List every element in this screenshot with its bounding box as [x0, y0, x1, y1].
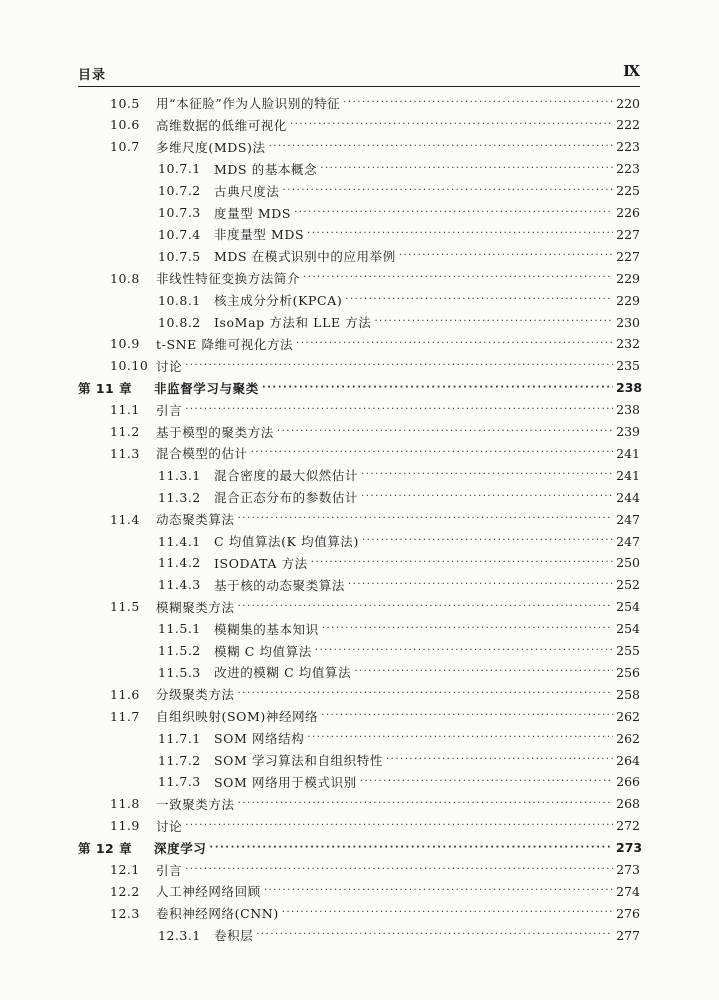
- toc-entry-number: 11.5.1: [158, 621, 201, 637]
- toc-entry-page: 255: [616, 643, 640, 658]
- running-header: [78, 62, 640, 84]
- toc-entry-page: 223: [616, 139, 640, 155]
- toc-entry-title: t-SNE 降维可视化方法: [156, 336, 294, 352]
- dot-leader: [238, 597, 613, 617]
- toc-entry-number: 10.9: [110, 336, 140, 352]
- toc-entry-title: 混合正态分布的参数估计: [214, 490, 359, 506]
- toc-entry-title: 动态聚类算法: [156, 512, 235, 528]
- toc-entry-title: 模糊聚类方法: [156, 599, 235, 615]
- toc-entry-page: 230: [616, 314, 640, 330]
- toc-entry-page: 235: [616, 358, 640, 374]
- toc-entry[interactable]: [110, 356, 640, 376]
- dot-leader: [307, 728, 613, 748]
- toc-entry-title: 模糊 C 均值算法: [214, 643, 312, 659]
- toc-entry[interactable]: [110, 816, 640, 836]
- dot-leader: [277, 422, 613, 442]
- dot-leader: [251, 443, 613, 463]
- dot-leader: [322, 619, 613, 639]
- toc-entry[interactable]: [158, 728, 640, 748]
- toc-entry-title: 改进的模糊 C 均值算法: [214, 665, 352, 681]
- toc-entry-title: 讨论: [156, 818, 183, 834]
- toc-entry-page: 266: [616, 774, 640, 790]
- dot-leader: [386, 750, 613, 770]
- dot-leader: [269, 137, 613, 157]
- toc-entry-number: 11.9: [110, 818, 140, 834]
- toc-chapter-entry[interactable]: [78, 378, 643, 398]
- toc-entry-page: 268: [616, 796, 640, 812]
- dot-leader: [320, 159, 613, 179]
- toc-entry-number: 11.1: [110, 402, 140, 418]
- toc-entry-number: 12.1: [110, 862, 140, 877]
- toc-entry-title: IsoMap 方法和 LLE 方法: [214, 315, 372, 330]
- toc-entry-number: 11.4.1: [158, 533, 201, 549]
- toc-entry-page: 250: [616, 555, 640, 571]
- toc-entry-page: 272: [616, 818, 640, 834]
- toc-entry-page: 241: [616, 467, 640, 483]
- toc-entry[interactable]: [158, 203, 640, 223]
- header-rule: [78, 86, 640, 87]
- toc-entry-title: 核主成分分析(KPCA): [214, 293, 343, 309]
- toc-entry[interactable]: [110, 137, 640, 157]
- header-page-number: Ⅸ: [623, 62, 640, 80]
- toc-entry[interactable]: [110, 115, 640, 135]
- toc-entry-title: SOM 网络结构: [214, 731, 305, 747]
- toc-entry[interactable]: [158, 553, 640, 573]
- toc-entry-page: 239: [616, 424, 640, 439]
- toc-entry-number: 10.7.1: [158, 161, 201, 177]
- toc-entry-number: 11.5.2: [158, 643, 201, 658]
- toc-entry[interactable]: [158, 224, 640, 244]
- toc-entry-title: SOM 网络用于模式识别: [214, 774, 357, 790]
- toc-entry-number: 10.8.2: [158, 314, 201, 330]
- dot-leader: [362, 531, 613, 551]
- dot-leader: [296, 334, 613, 354]
- toc-entry[interactable]: [158, 750, 640, 770]
- toc-chapter-entry[interactable]: [78, 838, 643, 858]
- toc-entry[interactable]: [158, 246, 640, 266]
- toc-entry-title: 非度量型 MDS: [214, 227, 305, 243]
- dot-leader: [311, 553, 613, 573]
- dot-leader: [294, 203, 613, 223]
- toc-entry[interactable]: [158, 465, 640, 485]
- dot-leader: [361, 487, 613, 507]
- toc-entry-number: 11.3.1: [158, 467, 201, 483]
- dot-leader: [345, 290, 613, 310]
- toc-entry[interactable]: [158, 312, 640, 332]
- toc-entry-title: 高维数据的低维可视化: [156, 117, 288, 133]
- toc-entry[interactable]: [110, 860, 640, 880]
- toc-entry-number: 11.5.3: [158, 664, 201, 680]
- toc-entry-number: 10.8.1: [158, 292, 201, 308]
- toc-entry-title: 非监督学习与聚类: [154, 380, 259, 396]
- toc-entry-page: 273: [616, 862, 640, 877]
- header-section-title: 目录: [78, 68, 107, 83]
- toc-entry-page: 220: [616, 95, 640, 111]
- toc-entry-page: 254: [616, 599, 640, 615]
- dot-leader: [321, 706, 613, 726]
- toc-entry-page: 247: [616, 533, 640, 549]
- toc-entry-title: MDS 的基本概念: [214, 161, 318, 177]
- toc-entry-number: 11.6: [110, 686, 140, 702]
- dot-leader: [185, 400, 613, 420]
- toc-entry-number: 11.2: [110, 424, 140, 439]
- toc-entry-number: 11.4.2: [158, 555, 201, 571]
- toc-entry[interactable]: [158, 181, 640, 201]
- toc-entry[interactable]: [158, 290, 640, 310]
- toc-entry-number: 10.5: [110, 95, 140, 111]
- toc-entry-page: 227: [616, 248, 640, 264]
- toc-entry-page: 238: [616, 380, 643, 396]
- toc-entry[interactable]: [158, 575, 640, 595]
- toc-entry-page: 247: [616, 511, 640, 527]
- toc-entry-page: 222: [616, 117, 640, 133]
- toc-entry-page: 256: [616, 664, 640, 680]
- toc-entry-page: 241: [616, 445, 640, 461]
- toc-entry[interactable]: [158, 925, 640, 945]
- toc-entry[interactable]: [110, 597, 640, 617]
- toc-entry-page: 262: [616, 730, 640, 746]
- dot-leader: [343, 93, 613, 113]
- toc-entry-number: 10.10: [110, 358, 149, 374]
- toc-entry-number: 11.3.2: [158, 489, 201, 505]
- toc-entry-number: 11.7.1: [158, 730, 201, 746]
- toc-entry-page: 264: [616, 752, 640, 768]
- toc-entry-page: 273: [616, 840, 643, 856]
- toc-entry[interactable]: [158, 531, 640, 551]
- toc-entry-title: 引言: [156, 862, 183, 878]
- toc-entry-page: 229: [616, 292, 640, 308]
- toc-entry-title: 混合密度的最大似然估计: [214, 468, 359, 484]
- dot-leader: [238, 684, 613, 704]
- toc-entry-number: 11.5: [110, 599, 140, 615]
- toc-entry-number: 10.7.4: [158, 226, 201, 242]
- toc-entry-title: C 均值算法(K 均值算法): [214, 534, 360, 549]
- toc-entry-page: 227: [616, 226, 640, 242]
- toc-entry-number: 11.7: [110, 708, 140, 724]
- dot-leader: [282, 903, 613, 923]
- dot-leader: [185, 816, 613, 836]
- toc-entry-number: 12.3.1: [158, 927, 201, 943]
- toc-entry-page: 229: [616, 270, 640, 286]
- toc-entry[interactable]: [110, 706, 640, 726]
- dot-leader: [283, 181, 613, 201]
- toc-entry-title: SOM 学习算法和自组织特性: [214, 753, 383, 768]
- toc-entry-number: 12.2: [110, 883, 140, 899]
- toc-entry-title: 基于模型的聚类方法: [156, 424, 274, 440]
- toc-entry[interactable]: [158, 619, 640, 639]
- toc-entry[interactable]: [110, 684, 640, 704]
- dot-leader: [303, 268, 613, 288]
- dot-leader: [238, 509, 613, 529]
- toc-entry-title: 古典尺度法: [214, 183, 280, 199]
- toc-entry-number: 10.7: [110, 139, 140, 155]
- toc-entry-number: 10.7.3: [158, 205, 201, 220]
- toc-entry-page: 225: [616, 183, 640, 199]
- toc-entry-page: 254: [616, 621, 640, 637]
- toc-entry-number: 11.4.3: [158, 577, 201, 593]
- toc-entry-number: 10.7.2: [158, 183, 201, 199]
- toc-entry[interactable]: [110, 443, 640, 463]
- dot-leader: [290, 115, 613, 135]
- toc-entry[interactable]: [110, 794, 640, 814]
- dot-leader: [262, 378, 613, 398]
- toc-entry-page: 238: [616, 402, 640, 418]
- toc-entry-page: 274: [616, 883, 640, 899]
- toc-entry-page: 262: [616, 708, 640, 724]
- toc-entry-number: 第 11 章: [78, 380, 133, 396]
- toc-entry-title: 模糊集的基本知识: [214, 621, 319, 637]
- dot-leader: [354, 662, 613, 682]
- dot-leader: [307, 224, 613, 244]
- toc-entry-title: 人工神经网络回顾: [156, 884, 261, 900]
- dot-leader: [361, 465, 613, 485]
- dot-leader: [185, 356, 613, 376]
- toc-entry-title: 卷积层: [214, 928, 254, 944]
- toc-entry-title: 基于核的动态聚类算法: [214, 577, 346, 593]
- toc-entry-number: 11.3: [110, 445, 140, 461]
- toc-entry-number: 10.6: [110, 117, 140, 133]
- toc-entry-title: 卷积神经网络(CNN): [156, 906, 279, 922]
- toc-entry-title: 度量型 MDS: [214, 205, 292, 221]
- toc-entry-number: 12.3: [110, 905, 140, 921]
- toc-entry-page: 277: [616, 927, 640, 943]
- toc-entry[interactable]: [158, 159, 640, 179]
- toc-entry-title: 多维尺度(MDS)法: [156, 139, 266, 155]
- toc-entry-page: 226: [616, 205, 640, 220]
- toc-entry-title: 非线性特征变换方法简介: [156, 271, 301, 287]
- toc-entry-number: 11.7.3: [158, 774, 201, 790]
- toc-entry-page: 258: [616, 686, 640, 702]
- toc-entry[interactable]: [110, 509, 640, 529]
- toc-entry-page: 252: [616, 577, 640, 593]
- toc-entry-title: 深度学习: [154, 840, 207, 856]
- toc-entry-title: 一致聚类方法: [156, 796, 235, 812]
- dot-leader: [399, 246, 613, 266]
- toc-entry-title: ISODATA 方法: [214, 555, 308, 571]
- toc-entry[interactable]: [158, 772, 640, 792]
- dot-leader: [315, 641, 613, 661]
- toc-entry-number: 11.8: [110, 796, 140, 812]
- toc-entry[interactable]: [158, 641, 640, 661]
- toc-entry-title: 自组织映射(SOM)神经网络: [156, 709, 319, 725]
- dot-leader: [348, 575, 613, 595]
- toc-entry[interactable]: [110, 93, 640, 113]
- dot-leader: [256, 925, 613, 945]
- toc-entry[interactable]: [110, 422, 640, 442]
- toc-entry[interactable]: [110, 881, 640, 901]
- toc-entry-number: 10.7.5: [158, 248, 201, 264]
- toc-entry-title: 讨论: [156, 358, 183, 374]
- dot-leader: [209, 838, 613, 858]
- dot-leader: [185, 860, 613, 880]
- toc-entry-title: 用“本征脸”作为人脸识别的特征: [156, 96, 341, 111]
- toc-entry-title: MDS 在模式识别中的应用举例: [214, 249, 396, 265]
- toc-entry-page: 232: [616, 336, 640, 352]
- toc-entry-number: 10.8: [110, 270, 140, 286]
- dot-leader: [264, 881, 613, 901]
- toc-entry-number: 第 12 章: [78, 840, 133, 856]
- toc-entry-page: 223: [616, 161, 640, 177]
- dot-leader: [374, 312, 613, 332]
- toc-entry-page: 244: [616, 489, 640, 505]
- toc-entry-title: 分级聚类方法: [156, 687, 235, 703]
- dot-leader: [360, 772, 613, 792]
- toc-entry-number: 11.7.2: [158, 752, 201, 768]
- toc-entry[interactable]: [110, 903, 640, 923]
- dot-leader: [238, 794, 613, 814]
- toc-entry[interactable]: [110, 268, 640, 288]
- toc-entry[interactable]: [158, 662, 640, 682]
- toc-entry[interactable]: [110, 334, 640, 354]
- toc-entry-number: 11.4: [110, 511, 140, 527]
- toc-entry[interactable]: [110, 400, 640, 420]
- toc-entry[interactable]: [158, 487, 640, 507]
- toc-entry-page: 276: [616, 905, 640, 921]
- toc-entry-title: 混合模型的估计: [156, 446, 248, 462]
- toc-entry-title: 引言: [156, 402, 183, 418]
